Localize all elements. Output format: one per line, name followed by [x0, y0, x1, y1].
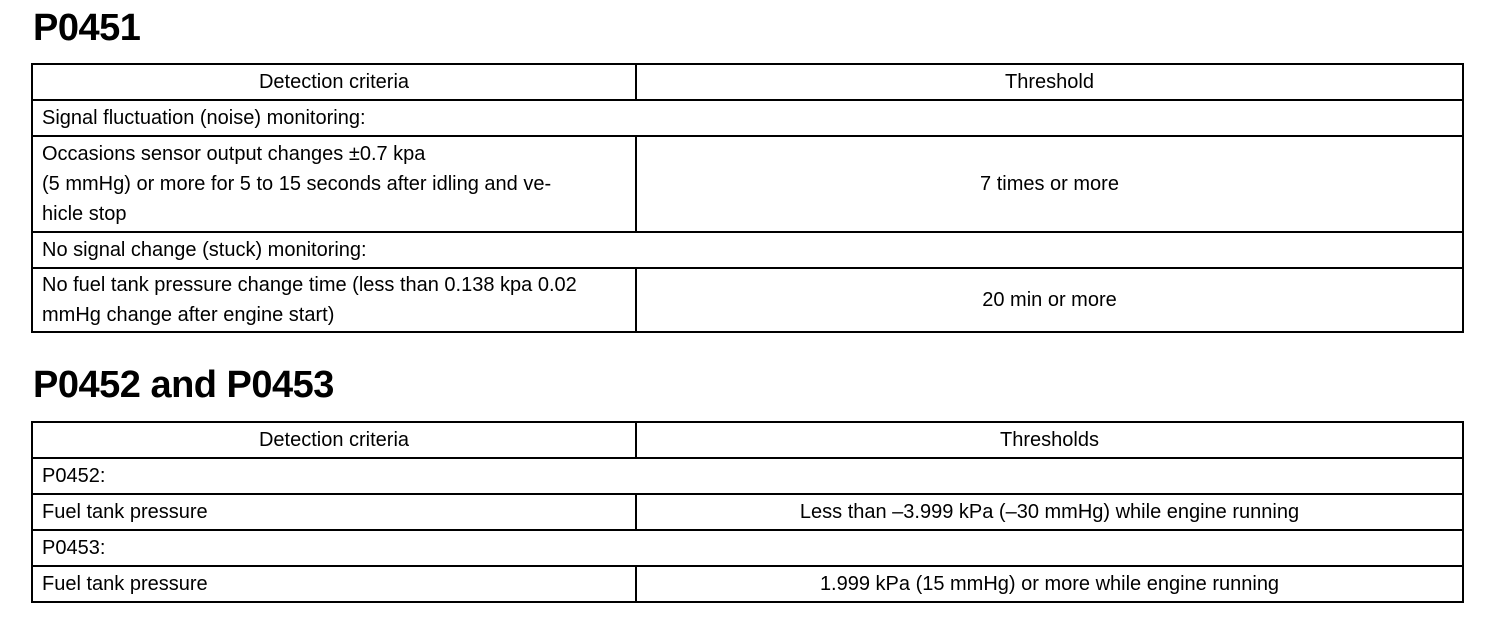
header-detection-criteria: Detection criteria [32, 64, 636, 100]
table-header-row [32, 64, 1463, 100]
threshold-cell-noise: 7 times or more [636, 136, 1463, 232]
criteria-cell-p0452: Fuel tank pressure [32, 494, 636, 530]
criteria-line: Occasions sensor output changes ±0.7 kpa [42, 143, 426, 165]
group-label-p0452: P0452: [32, 458, 1463, 494]
group-label-p0453: P0453: [32, 530, 1463, 566]
table-header-row [32, 422, 1463, 458]
threshold-cell-p0453: 1.999 kPa (15 mmHg) or more while engine running [636, 566, 1463, 602]
criteria-cell-noise [32, 136, 636, 232]
criteria-line: No fuel tank pressure change time (less than 0.138 kpa 0.02 [42, 274, 577, 296]
group-row-noise-monitoring [32, 100, 1463, 136]
criteria-line: mmHg change after engine start) [42, 304, 335, 326]
criteria-cell-p0453: Fuel tank pressure [32, 566, 636, 602]
group-row-p0452 [32, 458, 1463, 494]
header-detection-criteria: Detection criteria [32, 422, 636, 458]
header-threshold: Threshold [636, 64, 1463, 100]
section-title-p0452-p0453: P0452 and P0453 [33, 364, 334, 406]
criteria-line: hicle stop [42, 203, 127, 225]
section-title-p0451: P0451 [33, 7, 141, 49]
criteria-cell-stuck [32, 268, 636, 332]
criteria-line: (5 mmHg) or more for 5 to 15 seconds after idling and ve- [42, 173, 552, 195]
table-row [32, 136, 1463, 232]
table-row [32, 494, 1463, 530]
group-row-stuck-monitoring [32, 232, 1463, 268]
header-thresholds: Thresholds [636, 422, 1463, 458]
p0451-criteria-table [31, 63, 1464, 333]
p0452-p0453-criteria-table [31, 421, 1464, 603]
group-label-stuck-monitoring: No signal change (stuck) monitoring: [32, 232, 1463, 268]
threshold-cell-stuck: 20 min or more [636, 268, 1463, 332]
group-row-p0453 [32, 530, 1463, 566]
group-label-noise-monitoring: Signal fluctuation (noise) monitoring: [32, 100, 1463, 136]
table-row [32, 566, 1463, 602]
table-row [32, 268, 1463, 332]
threshold-cell-p0452: Less than –3.999 kPa (–30 mmHg) while engine running [636, 494, 1463, 530]
